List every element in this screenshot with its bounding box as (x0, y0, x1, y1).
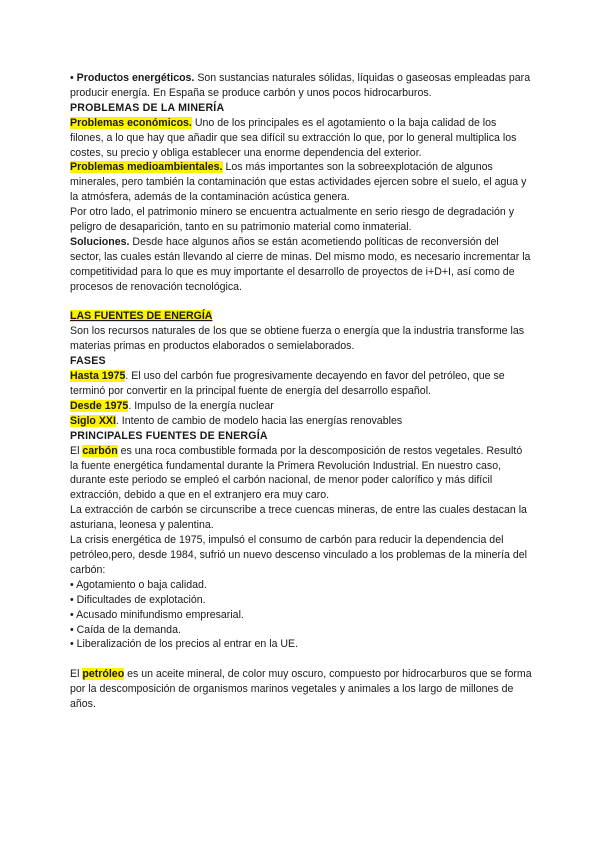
energy-sources-heading-line (70, 309, 532, 324)
coal-basins-paragraph: La extracción de carbón se circunscribe a trece cuencas mineras, de entre las cuales destacan la asturiana, leonesa y palentina. (70, 504, 527, 532)
bullet: • (70, 72, 77, 84)
phase-until-1975-text: . El uso del carbón fue progresivamente decayendo en favor del petróleo, que se terminó por convertir en la principal fuente de energía del desarrollo español. (70, 370, 505, 398)
spacer (70, 652, 532, 667)
solutions-label: Soluciones. (70, 235, 130, 248)
oil-paragraph (70, 667, 532, 712)
environmental-problems-paragraph (70, 160, 532, 205)
products-title: Productos energéticos. (76, 72, 195, 84)
spacer (70, 295, 532, 310)
energy-sources-heading: LAS FUENTES DE ENERGÍA (70, 310, 213, 323)
oil-pre: El (70, 668, 83, 681)
coal-text: es una roca combustible formada por la descomposición de restos vegetales. Resultó la fuente energética fundamental durante la Primera Revolución Industrial. En nuestro caso, durante este periodo se empleó el carbón nacional, de menor poder calorífico y más difícil extracción, debido a que en el extranjero era muy caro. (70, 444, 523, 502)
environmental-problems-text: Los más importantes son la sobreexplotación de algunos minerales, pero también la contaminación que estas actividades ejercen sobre el suelo, el agua y la atmósfera, además de la contaminación acústica genera. (70, 161, 527, 204)
solutions-text: Desde hace algunos años se están acometiendo políticas de reconversión del sector, las cuales están llevando al cierre de minas. Del mismo modo, es necesario incrementar la competitividad para lo que es muy importante el desarrollo de proyectos de i+D+I, así como de procesos de renovación tecnológica. (70, 235, 531, 293)
phase-since-1975 (70, 399, 532, 414)
environmental-problems-label: Problemas medioambientales. (70, 161, 223, 174)
coal-word: carbón (82, 444, 118, 457)
energy-sources-definition: Son los recursos naturales de los que se obtiene fuerza o energía que la industria transforme las materias primas en productos elaborados o semielaborados. (70, 325, 525, 353)
coal-problem-item: • Liberalización de los precios al entrar en la UE. (70, 638, 299, 651)
phase-21st-century (70, 414, 532, 429)
coal-crisis-paragraph: La crisis energética de 1975, impulsó el consumo de carbón para reducir la dependencia del petróleo,pero, desde 1984, sufrió un nuevo descenso vinculado a los problemas de la minería del carbón: (70, 534, 528, 576)
phase-since-1975-text: . Impulso de la energía nuclear (128, 399, 274, 412)
coal-problem-item: • Agotamiento o baja calidad. (70, 578, 207, 591)
products-text: Son sustancias naturales sólidas, líquidas o gaseosas empleadas para producir energía. En España se produce carbón y unos pocos hidrocarburos. (70, 72, 531, 99)
oil-text: es un aceite mineral, de color muy oscuro, compuesto por hidrocarburos que se forma por la descomposición de organismos marinos vegetales y animales a los largo de millones de años. (70, 668, 532, 711)
mining-heading: PROBLEMAS DE LA MINERÍA (70, 101, 225, 114)
heritage-paragraph: Por otro lado, el patrimonio minero se encuentra actualmente en serio riesgo de degradación y peligro de desaparición, tanto en su patrimonio material como inmaterial. (70, 206, 515, 234)
economic-problems-label: Problemas económicos. (70, 116, 192, 129)
document-body (70, 71, 532, 712)
oil-word: petróleo (82, 668, 125, 681)
coal-problem-item: • Caída de la demanda. (70, 623, 181, 636)
products-paragraph (70, 71, 532, 101)
coal-problem-item: • Acusado minifundismo empresarial. (70, 608, 244, 621)
coal-pre: El (70, 444, 83, 457)
coal-problem-item: • Dificultades de explotación. (70, 593, 206, 606)
solutions-paragraph (70, 235, 532, 295)
coal-paragraph (70, 444, 532, 504)
economic-problems-paragraph (70, 116, 532, 161)
main-sources-heading: PRINCIPALES FUENTES DE ENERGÍA (70, 429, 268, 442)
phase-21st-century-label: Siglo XXI (70, 414, 116, 427)
phase-until-1975 (70, 369, 532, 399)
economic-problems-text: Uno de los principales es el agotamiento o la baja calidad de los filones, a lo que hay que añadir que sea difícil su extracción lo que, por lo general multiplica los costes, su precio y obliga establecer una enorme dependencia del exterior. (70, 116, 517, 159)
phase-since-1975-label: Desde 1975 (70, 399, 129, 412)
phase-until-1975-label: Hasta 1975 (70, 370, 126, 383)
phase-21st-century-text: . Intento de cambio de modelo hacia las energías renovables (115, 414, 403, 427)
phases-heading: FASES (70, 355, 106, 368)
